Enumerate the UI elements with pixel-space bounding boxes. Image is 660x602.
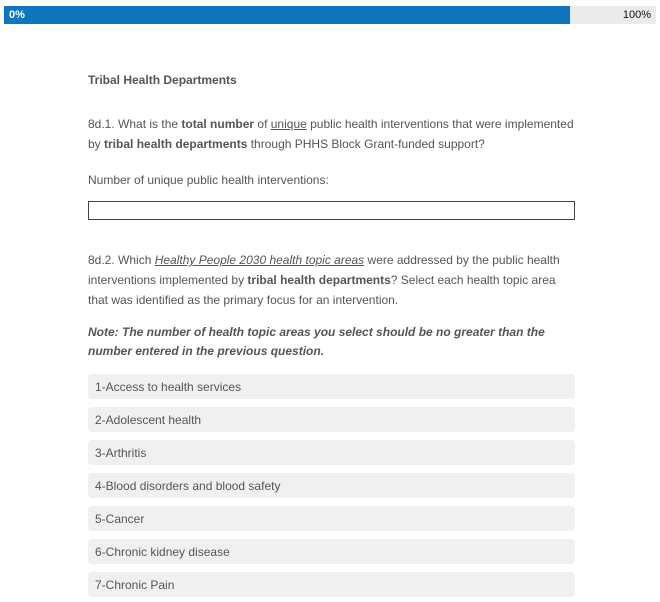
option-label: 3-Arthritis <box>95 445 147 460</box>
option-label: 1-Access to health services <box>95 379 242 394</box>
text-run: public health interventions that were implemented by <box>88 117 574 151</box>
text-run: ? Select each health topic area that was identified as the primary focus for an intervention. <box>88 273 556 307</box>
text-run: 8d.2. Which <box>88 253 155 267</box>
text-run: of <box>254 117 271 131</box>
text-run: through PHHS Block Grant-funded support? <box>247 137 485 151</box>
health-topic-option-1[interactable] <box>88 374 575 399</box>
interventions-count-input[interactable] <box>88 201 575 220</box>
health-topic-option-2[interactable] <box>88 407 575 432</box>
text-run: tribal health departments <box>247 273 391 287</box>
option-label: 5-Cancer <box>95 511 145 526</box>
option-label: 6-Chronic kidney disease <box>95 544 230 559</box>
text-run: were addressed by the public health interventions implemented by <box>88 253 560 287</box>
progress-end-label: 100% <box>622 9 651 21</box>
health-topic-option-4[interactable] <box>88 473 575 498</box>
text-run: total number <box>181 117 255 131</box>
text-run: Healthy People 2030 health topic areas <box>154 253 365 267</box>
text-run: 8d.1. What is the <box>88 117 182 131</box>
survey-content <box>88 73 575 597</box>
health-topic-option-5[interactable] <box>88 506 575 531</box>
question-8d2-note: Note: The number of health topic areas you select should be no greater than the number entered in the previous question. <box>88 325 545 358</box>
progress-current-label: 0% <box>9 9 25 21</box>
text-run: unique <box>270 117 307 131</box>
health-topic-option-6[interactable] <box>88 539 575 564</box>
page-title: Tribal Health Departments <box>88 73 237 87</box>
option-label: 7-Chronic Pain <box>95 577 175 592</box>
question-8d2-text <box>88 250 575 310</box>
health-topic-option-7[interactable] <box>88 572 575 597</box>
option-label: 4-Blood disorders and blood safety <box>95 478 281 493</box>
progress-bar-fill <box>4 6 570 24</box>
progress-bar-track-remainder <box>570 6 656 24</box>
text-run: tribal health departments <box>104 137 248 151</box>
progress-bar <box>4 6 656 24</box>
health-topic-options-list <box>88 374 575 597</box>
question-8d1-text <box>88 114 575 154</box>
health-topic-option-3[interactable] <box>88 440 575 465</box>
interventions-count-label: Number of unique public health interventions: <box>88 173 329 187</box>
option-label: 2-Adolescent health <box>95 412 202 427</box>
